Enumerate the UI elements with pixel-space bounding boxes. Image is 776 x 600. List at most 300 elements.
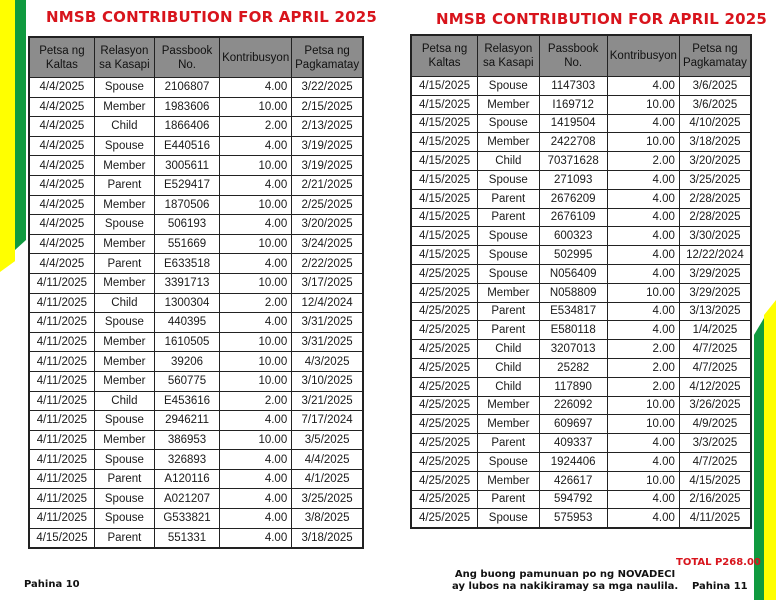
cell-petsa-ng-pagkamatay: 3/6/2025 [679,95,751,114]
col-header-petsa-ng-kaltas: Petsa ng Kaltas [29,37,94,78]
table-row [411,396,751,415]
table-row [29,528,363,548]
cell-petsa-ng-pagkamatay: 3/29/2025 [679,264,751,283]
cell-petsa-ng-kaltas: 4/11/2025 [29,450,94,470]
table-row [29,371,363,391]
cell-passbook: E534817 [539,302,607,321]
cell-petsa-ng-kaltas: 4/11/2025 [29,509,94,529]
cell-kontribusyon: 2.00 [220,391,292,411]
table-row [29,489,363,509]
cell-petsa-ng-pagkamatay: 4/10/2025 [679,114,751,133]
col-header-passbook: Passbook No. [154,37,219,78]
cell-relasyon: Parent [478,208,540,227]
cell-petsa-ng-pagkamatay: 3/20/2025 [679,152,751,171]
cell-kontribusyon: 10.00 [607,471,679,490]
table-row [411,152,751,171]
table-row [411,490,751,509]
cell-passbook: 39206 [154,352,219,372]
cell-petsa-ng-kaltas: 4/4/2025 [29,254,94,274]
cell-relasyon: Parent [94,469,154,489]
cell-petsa-ng-kaltas: 4/11/2025 [29,332,94,352]
cell-petsa-ng-pagkamatay: 3/18/2025 [679,133,751,152]
cell-petsa-ng-kaltas: 4/4/2025 [29,175,94,195]
table-row [411,283,751,302]
cell-kontribusyon: 4.00 [607,434,679,453]
cell-relasyon: Parent [478,189,540,208]
cell-petsa-ng-kaltas: 4/15/2025 [411,170,478,189]
green-stripe-left [15,0,26,250]
cell-passbook: E453616 [154,391,219,411]
cell-passbook: A120116 [154,469,219,489]
cell-petsa-ng-pagkamatay: 3/5/2025 [292,430,363,450]
cell-kontribusyon: 10.00 [607,95,679,114]
cell-petsa-ng-kaltas: 4/25/2025 [411,377,478,396]
cell-petsa-ng-kaltas: 4/11/2025 [29,411,94,431]
cell-kontribusyon: 2.00 [607,377,679,396]
cell-petsa-ng-kaltas: 4/15/2025 [411,114,478,133]
cell-kontribusyon: 4.00 [607,227,679,246]
cell-passbook: 2946211 [154,411,219,431]
cell-petsa-ng-pagkamatay: 3/26/2025 [679,396,751,415]
table-row [411,321,751,340]
cell-petsa-ng-pagkamatay: 4/7/2025 [679,452,751,471]
cell-kontribusyon: 4.00 [607,114,679,133]
cell-passbook: 1610505 [154,332,219,352]
cell-relasyon: Child [478,152,540,171]
cell-petsa-ng-kaltas: 4/25/2025 [411,509,478,528]
cell-petsa-ng-kaltas: 4/15/2025 [411,133,478,152]
cell-passbook: 575953 [539,509,607,528]
cell-kontribusyon: 4.00 [220,215,292,235]
cell-petsa-ng-kaltas: 4/15/2025 [411,77,478,96]
cell-passbook: 386953 [154,430,219,450]
cell-relasyon: Parent [478,302,540,321]
cell-passbook: 1300304 [154,293,219,313]
cell-relasyon: Parent [94,175,154,195]
cell-passbook: G533821 [154,509,219,529]
table-row [411,170,751,189]
cell-relasyon: Member [94,156,154,176]
cell-passbook: E580118 [539,321,607,340]
cell-kontribusyon: 4.00 [607,509,679,528]
cell-kontribusyon: 4.00 [607,264,679,283]
cell-relasyon: Parent [94,254,154,274]
cell-kontribusyon: 4.00 [220,489,292,509]
cell-petsa-ng-pagkamatay: 2/22/2025 [292,254,363,274]
cell-passbook: 70371628 [539,152,607,171]
cell-petsa-ng-kaltas: 4/15/2025 [411,246,478,265]
cell-passbook: E529417 [154,175,219,195]
cell-petsa-ng-pagkamatay: 3/31/2025 [292,332,363,352]
cell-passbook: 326893 [154,450,219,470]
table-row [411,471,751,490]
cell-relasyon: Member [94,234,154,254]
cell-relasyon: Child [478,358,540,377]
cell-relasyon: Member [478,396,540,415]
cell-petsa-ng-kaltas: 4/15/2025 [411,227,478,246]
cell-petsa-ng-kaltas: 4/25/2025 [411,358,478,377]
cell-petsa-ng-pagkamatay: 4/7/2025 [679,358,751,377]
col-header-petsa-ng-kaltas: Petsa ng Kaltas [411,35,478,77]
cell-petsa-ng-kaltas: 4/11/2025 [29,293,94,313]
cell-petsa-ng-pagkamatay: 12/4/2024 [292,293,363,313]
cell-petsa-ng-kaltas: 4/15/2025 [29,528,94,548]
cell-petsa-ng-kaltas: 4/25/2025 [411,452,478,471]
cell-relasyon: Member [478,471,540,490]
cell-passbook: 600323 [539,227,607,246]
cell-petsa-ng-pagkamatay: 7/17/2024 [292,411,363,431]
table-row [29,332,363,352]
cell-passbook: I169712 [539,95,607,114]
cell-passbook: 440395 [154,313,219,333]
cell-relasyon: Parent [478,490,540,509]
cell-passbook: 1870506 [154,195,219,215]
table-row [29,234,363,254]
table-header-row [411,35,751,77]
table-row [411,358,751,377]
cell-kontribusyon: 4.00 [607,77,679,96]
cell-kontribusyon: 10.00 [607,415,679,434]
cell-petsa-ng-pagkamatay: 3/20/2025 [292,215,363,235]
cell-petsa-ng-kaltas: 4/4/2025 [29,97,94,117]
cell-passbook: 1147303 [539,77,607,96]
table-row [29,78,363,98]
total-amount: TOTAL P268.00 [676,557,761,568]
cell-petsa-ng-pagkamatay: 3/22/2025 [292,78,363,98]
cell-relasyon: Spouse [94,489,154,509]
cell-petsa-ng-kaltas: 4/11/2025 [29,430,94,450]
cell-petsa-ng-pagkamatay: 2/13/2025 [292,117,363,137]
table-row [411,340,751,359]
cell-petsa-ng-kaltas: 4/11/2025 [29,273,94,293]
table-row [29,450,363,470]
cell-petsa-ng-pagkamatay: 3/25/2025 [292,489,363,509]
cell-relasyon: Member [478,283,540,302]
cell-kontribusyon: 2.00 [607,358,679,377]
cell-passbook: 271093 [539,170,607,189]
cell-passbook: 117890 [539,377,607,396]
cell-passbook: 506193 [154,215,219,235]
page-title-right: NMSB CONTRIBUTION FOR APRIL 2025 [436,10,768,28]
cell-petsa-ng-pagkamatay: 4/7/2025 [679,340,751,359]
col-header-passbook: Passbook No. [539,35,607,77]
cell-kontribusyon: 10.00 [220,195,292,215]
cell-relasyon: Member [94,371,154,391]
cell-petsa-ng-kaltas: 4/15/2025 [411,95,478,114]
cell-petsa-ng-kaltas: 4/4/2025 [29,234,94,254]
table-body-right [411,77,751,529]
cell-petsa-ng-pagkamatay: 3/31/2025 [292,313,363,333]
col-header-kontribusyon: Kontribusyon [220,37,292,78]
cell-petsa-ng-kaltas: 4/25/2025 [411,396,478,415]
cell-passbook: E633518 [154,254,219,274]
cell-relasyon: Spouse [478,246,540,265]
cell-kontribusyon: 10.00 [220,352,292,372]
cell-relasyon: Spouse [478,77,540,96]
cell-passbook: 609697 [539,415,607,434]
page-number-left: Pahina 10 [24,579,80,590]
cell-petsa-ng-pagkamatay: 3/29/2025 [679,283,751,302]
table-row [29,136,363,156]
cell-relasyon: Spouse [478,227,540,246]
table-body-left [29,78,363,549]
cell-passbook: 551669 [154,234,219,254]
cell-passbook: 226092 [539,396,607,415]
table-row [29,411,363,431]
cell-relasyon: Spouse [478,509,540,528]
table-row [411,77,751,96]
table-row [411,133,751,152]
cell-relasyon: Member [94,352,154,372]
table-row [411,302,751,321]
cell-petsa-ng-kaltas: 4/25/2025 [411,340,478,359]
table-row [411,246,751,265]
cell-petsa-ng-kaltas: 4/4/2025 [29,195,94,215]
cell-kontribusyon: 2.00 [220,117,292,137]
cell-petsa-ng-pagkamatay: 3/3/2025 [679,434,751,453]
cell-petsa-ng-pagkamatay: 3/8/2025 [292,509,363,529]
cell-kontribusyon: 4.00 [607,302,679,321]
cell-relasyon: Spouse [478,452,540,471]
cell-passbook: 551331 [154,528,219,548]
cell-petsa-ng-pagkamatay: 2/16/2025 [679,490,751,509]
cell-relasyon: Member [94,332,154,352]
cell-kontribusyon: 10.00 [607,133,679,152]
cell-passbook: 2676109 [539,208,607,227]
table-row [411,509,751,528]
cell-relasyon: Spouse [478,264,540,283]
cell-kontribusyon: 4.00 [607,321,679,340]
cell-passbook: 594792 [539,490,607,509]
cell-relasyon: Spouse [94,411,154,431]
table-row [29,430,363,450]
table-row [29,313,363,333]
cell-petsa-ng-kaltas: 4/11/2025 [29,391,94,411]
cell-passbook: 3207013 [539,340,607,359]
cell-petsa-ng-pagkamatay: 3/21/2025 [292,391,363,411]
cell-petsa-ng-pagkamatay: 12/22/2024 [679,246,751,265]
cell-petsa-ng-pagkamatay: 4/15/2025 [679,471,751,490]
cell-kontribusyon: 4.00 [220,78,292,98]
table-row [411,227,751,246]
cell-petsa-ng-kaltas: 4/15/2025 [411,152,478,171]
table-row [411,452,751,471]
cell-kontribusyon: 10.00 [220,430,292,450]
cell-petsa-ng-pagkamatay: 4/12/2025 [679,377,751,396]
cell-relasyon: Member [478,95,540,114]
cell-passbook: 25282 [539,358,607,377]
table-row [29,156,363,176]
cell-passbook: E440516 [154,136,219,156]
cell-petsa-ng-kaltas: 4/25/2025 [411,471,478,490]
cell-petsa-ng-pagkamatay: 4/9/2025 [679,415,751,434]
cell-petsa-ng-pagkamatay: 1/4/2025 [679,321,751,340]
cell-relasyon: Spouse [94,509,154,529]
cell-petsa-ng-kaltas: 4/11/2025 [29,469,94,489]
yellow-stripe-right [764,300,776,600]
cell-passbook: 502995 [539,246,607,265]
cell-kontribusyon: 4.00 [220,136,292,156]
table-row [411,415,751,434]
cell-relasyon: Spouse [94,78,154,98]
cell-passbook: 2676209 [539,189,607,208]
cell-passbook: 426617 [539,471,607,490]
table-header-row [29,37,363,78]
cell-petsa-ng-pagkamatay: 4/11/2025 [679,509,751,528]
cell-relasyon: Member [94,273,154,293]
cell-kontribusyon: 2.00 [607,152,679,171]
cell-kontribusyon: 4.00 [220,450,292,470]
cell-kontribusyon: 10.00 [220,156,292,176]
cell-passbook: 1983606 [154,97,219,117]
table-row [29,215,363,235]
table-row [29,97,363,117]
col-header-relasyon: Relasyon sa Kasapi [94,37,154,78]
cell-petsa-ng-pagkamatay: 4/4/2025 [292,450,363,470]
table-row [29,469,363,489]
cell-kontribusyon: 10.00 [220,273,292,293]
cell-kontribusyon: 4.00 [607,490,679,509]
condolence-line-2: ay lubos na nakikiramay sa mga naulila. [452,581,679,592]
cell-kontribusyon: 4.00 [220,509,292,529]
cell-relasyon: Member [94,430,154,450]
table-row [29,175,363,195]
col-header-petsa-ng-pagkamatay: Petsa ng Pagkamatay [292,37,363,78]
cell-petsa-ng-kaltas: 4/15/2025 [411,189,478,208]
cell-petsa-ng-pagkamatay: 3/30/2025 [679,227,751,246]
table-row [29,195,363,215]
cell-kontribusyon: 2.00 [607,340,679,359]
cell-petsa-ng-pagkamatay: 4/3/2025 [292,352,363,372]
cell-petsa-ng-pagkamatay: 3/17/2025 [292,273,363,293]
table-row [29,293,363,313]
cell-kontribusyon: 4.00 [220,175,292,195]
cell-kontribusyon: 4.00 [607,452,679,471]
cell-petsa-ng-kaltas: 4/11/2025 [29,489,94,509]
cell-petsa-ng-kaltas: 4/11/2025 [29,313,94,333]
cell-relasyon: Spouse [478,114,540,133]
condolence-message [452,569,678,593]
cell-passbook: N056409 [539,264,607,283]
cell-kontribusyon: 4.00 [607,208,679,227]
cell-petsa-ng-pagkamatay: 3/13/2025 [679,302,751,321]
col-header-kontribusyon: Kontribusyon [607,35,679,77]
yellow-stripe-left [0,0,15,272]
cell-petsa-ng-kaltas: 4/25/2025 [411,415,478,434]
cell-relasyon: Member [478,133,540,152]
cell-petsa-ng-pagkamatay: 2/25/2025 [292,195,363,215]
cell-passbook: 2422708 [539,133,607,152]
cell-relasyon: Member [94,97,154,117]
cell-petsa-ng-pagkamatay: 3/19/2025 [292,156,363,176]
table-row [411,208,751,227]
cell-petsa-ng-kaltas: 4/4/2025 [29,156,94,176]
cell-petsa-ng-kaltas: 4/25/2025 [411,283,478,302]
cell-petsa-ng-kaltas: 4/25/2025 [411,264,478,283]
cell-kontribusyon: 10.00 [607,396,679,415]
cell-petsa-ng-kaltas: 4/25/2025 [411,321,478,340]
col-header-petsa-ng-pagkamatay: Petsa ng Pagkamatay [679,35,751,77]
table-row [29,391,363,411]
col-header-relasyon: Relasyon sa Kasapi [478,35,540,77]
cell-petsa-ng-kaltas: 4/4/2025 [29,78,94,98]
cell-petsa-ng-kaltas: 4/25/2025 [411,434,478,453]
contribution-table-right [410,34,752,529]
cell-kontribusyon: 10.00 [220,234,292,254]
cell-passbook: 1924406 [539,452,607,471]
page-number-right: Pahina 11 [692,581,748,592]
cell-petsa-ng-kaltas: 4/4/2025 [29,215,94,235]
cell-relasyon: Spouse [94,450,154,470]
table-row [411,434,751,453]
cell-petsa-ng-kaltas: 4/4/2025 [29,117,94,137]
table-row [29,254,363,274]
cell-petsa-ng-pagkamatay: 3/19/2025 [292,136,363,156]
cell-kontribusyon: 2.00 [220,293,292,313]
cell-relasyon: Member [94,195,154,215]
cell-petsa-ng-pagkamatay: 2/21/2025 [292,175,363,195]
cell-kontribusyon: 10.00 [220,332,292,352]
cell-kontribusyon: 4.00 [607,189,679,208]
cell-relasyon: Spouse [478,170,540,189]
cell-relasyon: Child [478,340,540,359]
cell-relasyon: Member [478,415,540,434]
cell-kontribusyon: 4.00 [220,411,292,431]
cell-petsa-ng-pagkamatay: 3/10/2025 [292,371,363,391]
table-row [411,95,751,114]
cell-petsa-ng-kaltas: 4/15/2025 [411,208,478,227]
table-row [29,117,363,137]
table-row [29,352,363,372]
cell-petsa-ng-pagkamatay: 3/18/2025 [292,528,363,548]
table-row [411,377,751,396]
cell-relasyon: Child [94,117,154,137]
cell-passbook: N058809 [539,283,607,302]
table-row [29,273,363,293]
cell-relasyon: Parent [478,434,540,453]
cell-kontribusyon: 4.00 [220,469,292,489]
cell-petsa-ng-pagkamatay: 2/15/2025 [292,97,363,117]
cell-kontribusyon: 10.00 [607,283,679,302]
cell-kontribusyon: 4.00 [607,170,679,189]
cell-relasyon: Child [94,293,154,313]
cell-passbook: 2106807 [154,78,219,98]
cell-petsa-ng-kaltas: 4/11/2025 [29,352,94,372]
cell-relasyon: Child [94,391,154,411]
cell-relasyon: Spouse [94,215,154,235]
table-row [411,189,751,208]
cell-passbook: 1419504 [539,114,607,133]
cell-petsa-ng-pagkamatay: 3/6/2025 [679,77,751,96]
cell-kontribusyon: 4.00 [220,313,292,333]
cell-kontribusyon: 10.00 [220,371,292,391]
cell-passbook: 409337 [539,434,607,453]
cell-relasyon: Spouse [94,313,154,333]
cell-petsa-ng-kaltas: 4/11/2025 [29,371,94,391]
page-title-left: NMSB CONTRIBUTION FOR APRIL 2025 [46,8,378,26]
condolence-line-1: Ang buong pamunuan po ng NOVADECI [454,569,676,580]
cell-petsa-ng-kaltas: 4/4/2025 [29,136,94,156]
cell-passbook: 560775 [154,371,219,391]
cell-petsa-ng-pagkamatay: 4/1/2025 [292,469,363,489]
cell-passbook: 3005611 [154,156,219,176]
cell-passbook: A021207 [154,489,219,509]
cell-petsa-ng-pagkamatay: 2/28/2025 [679,208,751,227]
cell-petsa-ng-pagkamatay: 2/28/2025 [679,189,751,208]
cell-relasyon: Spouse [94,136,154,156]
table-row [411,264,751,283]
cell-kontribusyon: 4.00 [220,528,292,548]
